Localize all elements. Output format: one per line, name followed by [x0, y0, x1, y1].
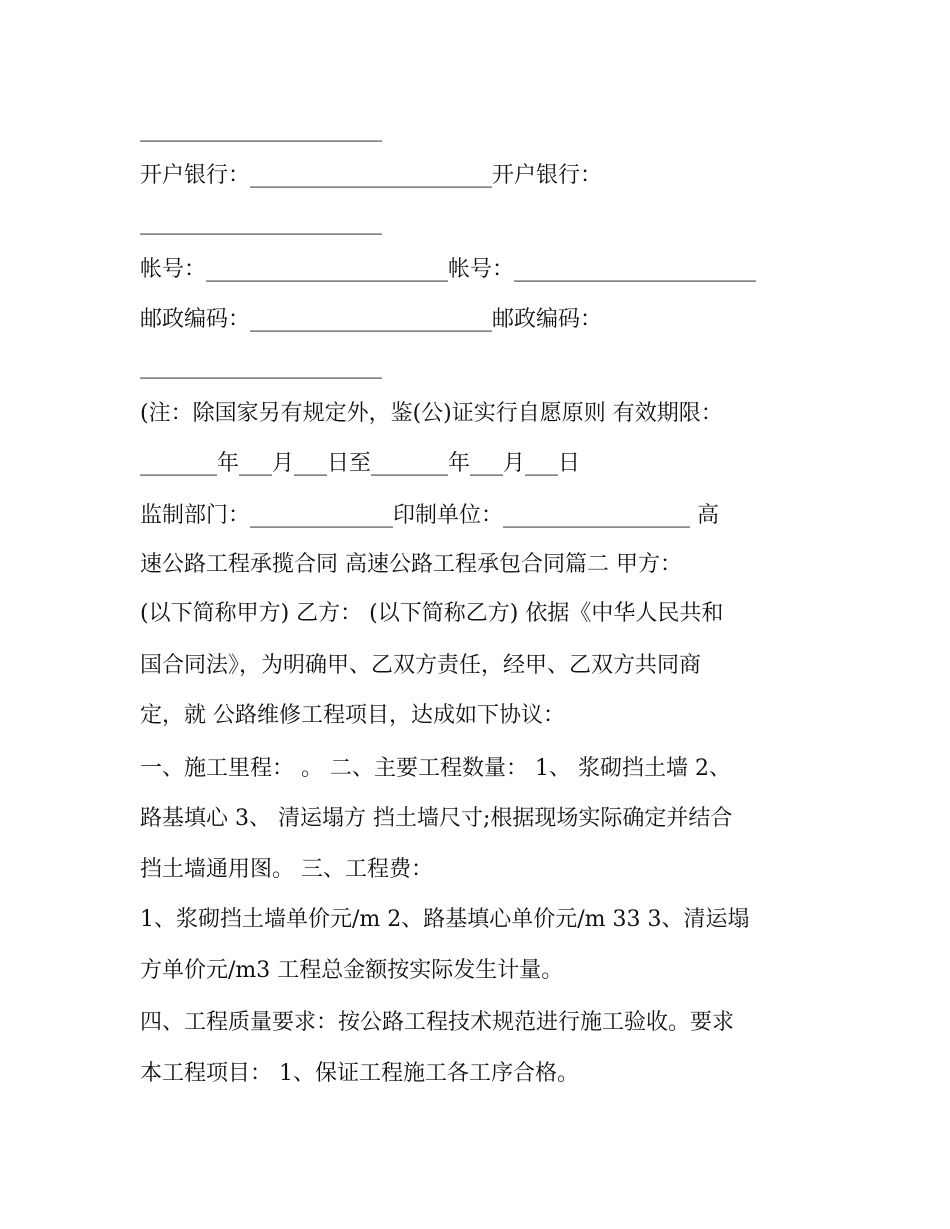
- text-line: 邮政编码：______________________邮政编码：: [140, 307, 603, 332]
- text-line: 1、浆砌挡土墙单价元/m 2、路基填心单价元/m 33 3、清运塌: [140, 907, 750, 932]
- text-line: 定，就 公路维修工程项目，达成如下协议：: [140, 703, 565, 728]
- text-line: 监制部门：_____________印制单位：_________________ 高: [140, 503, 719, 528]
- text-line: 四、工程质量要求：按公路工程技术规范进行施工验收。要求: [140, 1010, 735, 1035]
- text-line: ______________________: [140, 354, 382, 379]
- text-line: 方单价元/m3 工程总金额按实际发生计量。: [140, 958, 564, 983]
- text-line: _______年___月___日至_______年___月___日: [140, 451, 581, 476]
- text-line: (注：除国家另有规定外，鉴(公)证实行自愿原则 有效期限：: [140, 401, 723, 426]
- text-line: 速公路工程承揽合同 高速公路工程承包合同篇二 甲方：: [140, 552, 682, 577]
- text-line: 路基填心 3、 清运塌方 挡土墙尺寸;根据现场实际确定并结合: [140, 806, 733, 831]
- text-line: ______________________: [140, 117, 382, 142]
- text-line: 一、施工里程： 。 二、主要工程数量： 1、 浆砌挡土墙 2、: [140, 756, 731, 781]
- text-line: 国合同法》，为明确甲、乙双方责任，经甲、乙双方共同商: [140, 653, 702, 678]
- text-line: 开户银行：______________________开户银行：: [140, 163, 603, 188]
- text-line: 本工程项目： 1、保证工程施工各工序合格。: [140, 1061, 579, 1086]
- text-line: 挡土墙通用图。 三、工程费：: [140, 857, 433, 882]
- text-line: 帐号：______________________帐号：______________________: [140, 257, 757, 282]
- text-line: ______________________: [140, 210, 382, 235]
- text-line: (以下简称甲方) 乙方： (以下简称乙方) 依据《中华人民共和: [140, 601, 724, 626]
